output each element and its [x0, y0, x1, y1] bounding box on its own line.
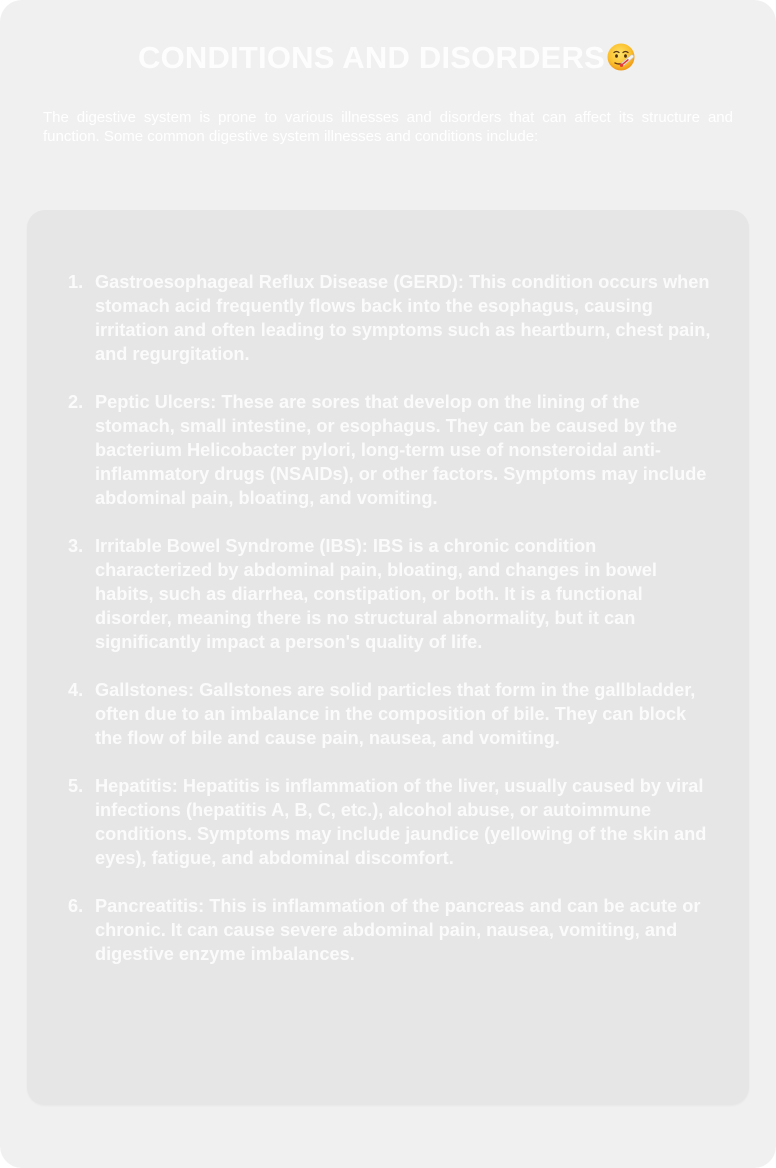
- list-item-text: Pancreatitis: This is inflammation of the pancreas and can be acute or chronic. It can cause severe abdominal pain, nausea, vomiting, and digestive enzyme imbalances.: [95, 896, 701, 964]
- list-item-number: 4.: [68, 680, 84, 700]
- list-item-text: Gastroesophageal Reflux Disease (GERD): This condition occurs when stomach acid frequently flows back into the esophagus, causing irritation and often leading to symptoms such as heartburn, chest pain, and regurgitation.: [95, 272, 711, 364]
- list-item-text: Hepatitis: Hepatitis is inflammation of the liver, usually caused by viral infections (hepatitis A, B, C, etc.), alcohol abuse, or autoimmune conditions. Symptoms may include jaundice (yellowing of the skin and eyes), fatigue, and abdominal discomfort.: [95, 776, 707, 868]
- list-item-text: Peptic Ulcers: These are sores that develop on the lining of the stomach, small intestine, or esophagus. They can be caused by the bacterium Helicobacter pylori, long-term use of nonsteroidal anti-inflammatory drugs (NSAIDs), or other factors. Symptoms may include abdominal pain, bloating, and vomiting.: [95, 392, 707, 508]
- face-with-thermometer-icon: [606, 41, 638, 73]
- intro-paragraph: The digestive system is prone to various illnesses and disorders that can affect its structure and function. Some common digestive system illnesses and conditions include:: [43, 109, 733, 145]
- list-item-number: 1.: [68, 272, 84, 292]
- list-item: [68, 894, 718, 966]
- list-item-text: Gallstones: Gallstones are solid particles that form in the gallbladder, often due to an imbalance in the composition of bile. They can block the flow of bile and cause pain, nausea, and vomiting.: [95, 680, 696, 748]
- page-title: [0, 40, 776, 76]
- list-item-number: 2.: [68, 392, 84, 412]
- list-item-number: 6.: [68, 896, 84, 916]
- list-item: [68, 270, 718, 366]
- list-item: [68, 678, 718, 750]
- list-item-number: 3.: [68, 536, 84, 556]
- list-item: [68, 774, 718, 870]
- list-item-number: 5.: [68, 776, 84, 796]
- list-item: [68, 534, 718, 654]
- list-item: [68, 390, 718, 510]
- list-item-text: Irritable Bowel Syndrome (IBS): IBS is a chronic condition characterized by abdominal pain, bloating, and changes in bowel habits, such as diarrhea, constipation, or both. It is a functional disorder, meaning there is no structural abnormality, but it can significantly impact a person's quality of life.: [95, 536, 657, 652]
- conditions-list: [68, 270, 718, 990]
- page-title-text: CONDITIONS AND DISORDERS: [138, 40, 605, 75]
